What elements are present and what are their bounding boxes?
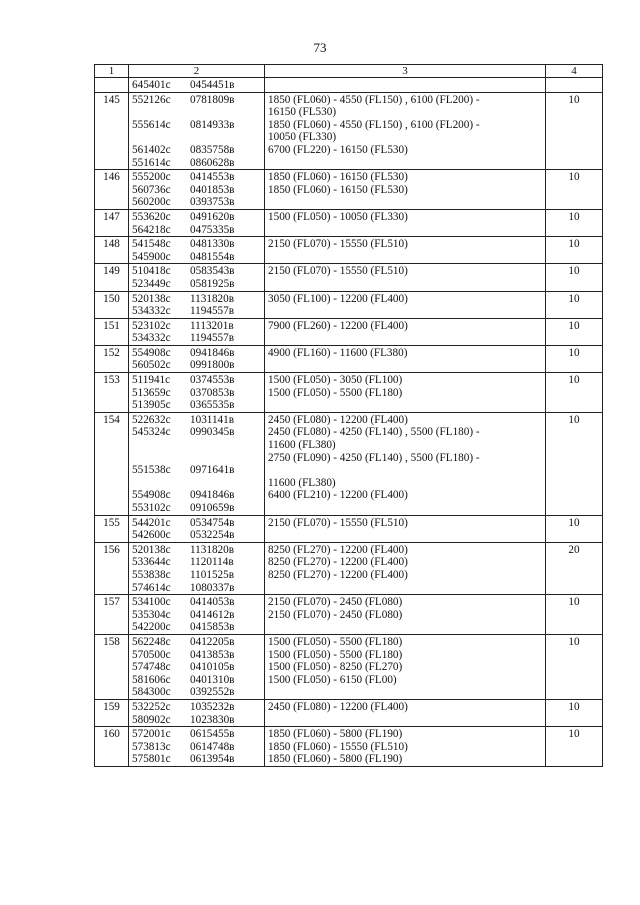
latitude: 534332c	[132, 305, 171, 318]
longitude: 0414553в	[190, 171, 235, 184]
row-number: 150	[95, 291, 129, 318]
latitude: 553838c	[132, 568, 171, 581]
altitude-range: 8250 (FL270) - 12200 (FL400)	[268, 543, 408, 556]
longitude: 0491620в	[190, 210, 235, 223]
altitude-range	[268, 278, 542, 291]
altitude-range: 1850 (FL060) - 16150 (FL530)	[268, 171, 408, 184]
latitude: 513905c	[132, 399, 171, 412]
longitude: 0401853в	[190, 183, 235, 196]
coordinate-line	[132, 464, 261, 477]
coordinate-line	[132, 489, 261, 502]
table-row	[95, 92, 603, 170]
coordinate-line	[132, 119, 261, 132]
latitude: 532252c	[132, 700, 171, 713]
latitude: 542600c	[132, 529, 171, 542]
table-body	[95, 78, 603, 767]
altitude-range: 2150 (FL070) - 15550 (FL510)	[268, 516, 408, 529]
coordinate-list	[129, 373, 265, 413]
longitude: 0410105в	[190, 661, 235, 674]
coordinate-list	[129, 237, 265, 264]
longitude: 0941846в	[190, 346, 235, 359]
altitude-range	[268, 464, 542, 477]
row-value: 10	[546, 699, 603, 726]
longitude: 1023830в	[190, 713, 235, 726]
longitude: 0990345в	[190, 426, 235, 439]
coordinate-line	[132, 569, 261, 582]
longitude: 1101525в	[190, 568, 235, 581]
altitude-range-list	[265, 264, 546, 291]
altitude-range-list	[265, 412, 546, 515]
latitude: 541548c	[132, 238, 171, 251]
altitude-range-list	[265, 373, 546, 413]
coordinate-line	[132, 320, 261, 333]
longitude: 0532254в	[190, 529, 235, 542]
coordinate-line	[132, 753, 261, 766]
longitude: 0835758в	[190, 143, 235, 156]
latitude: 573813c	[132, 740, 171, 753]
latitude: 555614c	[132, 118, 171, 131]
coordinate-line	[132, 79, 261, 92]
table-row	[95, 515, 603, 542]
latitude: 510418c	[132, 265, 171, 278]
coordinate-list	[129, 318, 265, 345]
row-number: 153	[95, 373, 129, 413]
coordinate-list	[129, 412, 265, 515]
altitude-range	[268, 621, 542, 634]
coordinate-line	[132, 278, 261, 291]
coordinate-line	[132, 649, 261, 662]
longitude: 1035232в	[190, 700, 235, 713]
coordinate-list	[129, 291, 265, 318]
row-value: 10	[546, 264, 603, 291]
coordinate-line	[132, 701, 261, 714]
altitude-range: 11600 (FL380)	[268, 439, 336, 452]
altitude-range: 2150 (FL070) - 2450 (FL080)	[268, 608, 403, 621]
table-row	[95, 634, 603, 699]
altitude-range: 1850 (FL060) - 15550 (FL510)	[268, 740, 408, 753]
header-row	[95, 65, 603, 78]
row-value: 10	[546, 318, 603, 345]
table-row	[95, 412, 603, 515]
coordinate-line	[132, 144, 261, 157]
latitude: 513659c	[132, 386, 171, 399]
table-row	[95, 595, 603, 635]
altitude-range-list	[265, 727, 546, 767]
longitude: 0534754в	[190, 516, 235, 529]
coordinate-line	[132, 477, 261, 490]
latitude: 584300c	[132, 686, 171, 699]
latitude: 535304c	[132, 608, 171, 621]
longitude: 0392552в	[190, 686, 235, 699]
latitude: 520138c	[132, 543, 171, 556]
coordinate-line	[132, 387, 261, 400]
coordinate-line	[132, 184, 261, 197]
altitude-range-list	[265, 515, 546, 542]
longitude: 0414612в	[190, 608, 235, 621]
coordinate-line	[132, 529, 261, 542]
coordinate-line	[132, 728, 261, 741]
coordinate-line	[132, 305, 261, 318]
longitude: 0374553в	[190, 374, 235, 387]
longitude: 0583543в	[190, 265, 235, 278]
altitude-range: 2150 (FL070) - 15550 (FL510)	[268, 238, 408, 251]
row-number: 147	[95, 209, 129, 236]
coordinate-line	[132, 374, 261, 387]
coordinate-list	[129, 515, 265, 542]
coordinate-line	[132, 332, 261, 345]
longitude: 0971641в	[190, 464, 235, 477]
altitude-range	[268, 686, 542, 699]
altitude-range	[268, 582, 542, 595]
altitude-range: 8250 (FL270) - 12200 (FL400)	[268, 568, 408, 581]
coordinate-list	[129, 170, 265, 210]
altitude-range: 1850 (FL060) - 5800 (FL190)	[268, 753, 403, 766]
row-value: 10	[546, 209, 603, 236]
row-number	[95, 78, 129, 93]
latitude: 551614c	[132, 156, 171, 169]
altitude-range: 1500 (FL050) - 5500 (FL180)	[268, 635, 403, 648]
altitude-range: 1850 (FL060) - 5800 (FL190)	[268, 728, 403, 741]
altitude-range	[268, 332, 542, 345]
table-row	[95, 209, 603, 236]
table-row	[95, 318, 603, 345]
coordinate-list	[129, 634, 265, 699]
coordinate-line	[132, 347, 261, 360]
longitude: 0860628в	[190, 156, 235, 169]
coordinate-list	[129, 264, 265, 291]
coordinate-line	[132, 293, 261, 306]
longitude: 1194557в	[190, 332, 235, 345]
coordinate-line	[132, 636, 261, 649]
coordinate-line	[132, 426, 261, 439]
latitude: 574614c	[132, 581, 171, 594]
altitude-range-list	[265, 170, 546, 210]
row-number: 154	[95, 412, 129, 515]
longitude: 0365535в	[190, 399, 235, 412]
altitude-range	[268, 502, 542, 515]
latitude: 542200c	[132, 621, 171, 634]
longitude: 0614748в	[190, 740, 235, 753]
row-number: 145	[95, 92, 129, 170]
altitude-range: 1500 (FL050) - 8250 (FL270)	[268, 661, 403, 674]
latitude: 533644c	[132, 556, 171, 569]
altitude-range	[268, 714, 542, 727]
longitude: 1031141в	[190, 413, 235, 426]
altitude-range-list	[265, 634, 546, 699]
altitude-range	[268, 305, 542, 318]
altitude-range-list	[265, 542, 546, 594]
altitude-range-list	[265, 78, 546, 93]
altitude-range: 2750 (FL090) - 4250 (FL140) , 5500 (FL180) -	[268, 451, 480, 464]
latitude: 544201c	[132, 516, 171, 529]
coordinate-line	[132, 399, 261, 412]
header-cell-1: 1	[95, 65, 129, 78]
altitude-range: 1850 (FL060) - 16150 (FL530)	[268, 183, 408, 196]
longitude: 0393753в	[190, 196, 235, 209]
latitude: 574748c	[132, 661, 171, 674]
longitude: 0481554в	[190, 250, 235, 263]
longitude: 0415853в	[190, 621, 235, 634]
altitude-range: 2150 (FL070) - 15550 (FL510)	[268, 265, 408, 278]
latitude: 553102c	[132, 502, 171, 514]
coordinate-line	[132, 157, 261, 170]
coordinate-line	[132, 106, 261, 119]
coordinate-line	[132, 359, 261, 372]
altitude-range	[268, 224, 542, 237]
altitude-range: 1850 (FL060) - 4550 (FL150) , 6100 (FL200) -	[268, 93, 480, 106]
altitude-range: 2450 (FL080) - 12200 (FL400)	[268, 413, 408, 426]
row-number: 149	[95, 264, 129, 291]
latitude: 570500c	[132, 648, 171, 661]
longitude: 0481330в	[190, 238, 235, 251]
latitude: 534100c	[132, 596, 171, 609]
altitude-range: 10050 (FL330)	[268, 131, 337, 144]
coordinate-line	[132, 171, 261, 184]
row-value: 10	[546, 345, 603, 372]
row-number: 151	[95, 318, 129, 345]
coordinate-line	[132, 556, 261, 569]
latitude: 560200c	[132, 196, 171, 209]
row-number: 157	[95, 595, 129, 635]
longitude: 1080337в	[190, 581, 235, 594]
longitude: 0615455в	[190, 728, 235, 741]
coordinates-table	[94, 64, 603, 767]
longitude: 0454451в	[190, 79, 235, 91]
altitude-range	[268, 359, 542, 372]
latitude: 553620c	[132, 210, 171, 223]
latitude: 560502c	[132, 359, 171, 372]
altitude-range-list	[265, 318, 546, 345]
altitude-range-list	[265, 595, 546, 635]
latitude: 552126c	[132, 93, 171, 106]
coordinate-list	[129, 92, 265, 170]
altitude-range	[268, 251, 542, 264]
latitude: 562248c	[132, 635, 171, 648]
coordinate-list	[129, 345, 265, 372]
coordinate-line	[132, 741, 261, 754]
coordinate-line	[132, 224, 261, 237]
altitude-range: 1500 (FL050) - 5500 (FL180)	[268, 648, 403, 661]
row-value: 10	[546, 170, 603, 210]
latitude: 560736c	[132, 183, 171, 196]
coordinate-line	[132, 131, 261, 144]
latitude: 572001c	[132, 728, 171, 741]
latitude: 511941c	[132, 374, 171, 387]
row-number: 148	[95, 237, 129, 264]
latitude: 564218c	[132, 223, 171, 236]
altitude-range: 4900 (FL160) - 11600 (FL380)	[268, 346, 408, 359]
longitude: 0613954в	[190, 753, 235, 766]
altitude-range-list	[265, 237, 546, 264]
altitude-range: 6700 (FL220) - 16150 (FL530)	[268, 143, 408, 156]
row-number: 158	[95, 634, 129, 699]
coordinate-line	[132, 211, 261, 224]
altitude-range-list	[265, 699, 546, 726]
longitude: 0910659в	[190, 502, 235, 514]
coordinate-line	[132, 661, 261, 674]
latitude: 522632c	[132, 413, 171, 426]
longitude: 1113201в	[190, 319, 234, 332]
latitude: 545324c	[132, 426, 171, 439]
longitude: 0414053в	[190, 596, 235, 609]
coordinate-list	[129, 595, 265, 635]
altitude-range: 2450 (FL080) - 12200 (FL400)	[268, 700, 408, 713]
latitude: 520138c	[132, 292, 171, 305]
latitude: 523102c	[132, 319, 171, 332]
longitude: 0991800в	[190, 359, 235, 372]
coordinate-line	[132, 439, 261, 452]
longitude: 0781809в	[190, 93, 235, 106]
longitude: 0401310в	[190, 673, 235, 686]
row-value	[546, 78, 603, 93]
coordinate-line	[132, 502, 261, 515]
longitude: 1120114в	[190, 556, 234, 569]
longitude: 0941846в	[190, 489, 235, 502]
altitude-range-list	[265, 209, 546, 236]
altitude-range: 8250 (FL270) - 12200 (FL400)	[268, 556, 408, 569]
coordinate-line	[132, 94, 261, 107]
coordinate-line	[132, 582, 261, 595]
coordinate-line	[132, 609, 261, 622]
coordinate-line	[132, 544, 261, 557]
coordinate-line	[132, 414, 261, 427]
coordinate-list	[129, 209, 265, 236]
row-number: 159	[95, 699, 129, 726]
coordinate-line	[132, 238, 261, 251]
coordinate-list	[129, 699, 265, 726]
coordinate-line	[132, 674, 261, 687]
table-row	[95, 727, 603, 767]
row-value: 10	[546, 595, 603, 635]
table-row	[95, 170, 603, 210]
table-row	[95, 237, 603, 264]
coordinate-line	[132, 196, 261, 209]
longitude: 1131820в	[190, 292, 235, 305]
altitude-range: 1500 (FL050) - 6150 (FL00)	[268, 673, 397, 686]
longitude: 0814933в	[190, 118, 235, 131]
altitude-range: 2150 (FL070) - 2450 (FL080)	[268, 596, 403, 609]
row-number: 155	[95, 515, 129, 542]
coordinate-line	[132, 517, 261, 530]
latitude: 555200c	[132, 171, 171, 184]
longitude: 0475335в	[190, 223, 235, 236]
header-cell-4: 4	[546, 65, 603, 78]
coordinate-list	[129, 78, 265, 93]
altitude-range: 3050 (FL100) - 12200 (FL400)	[268, 292, 408, 305]
altitude-range: 1500 (FL050) - 5500 (FL180)	[268, 386, 403, 399]
latitude: 561402c	[132, 143, 171, 156]
altitude-range	[268, 399, 542, 412]
latitude: 551538c	[132, 464, 171, 477]
row-value: 10	[546, 237, 603, 264]
row-number: 156	[95, 542, 129, 594]
coordinate-line	[132, 251, 261, 264]
longitude: 0413853в	[190, 648, 235, 661]
coordinate-line	[132, 265, 261, 278]
altitude-range	[268, 157, 542, 170]
longitude: 0412205в	[190, 635, 235, 648]
coordinate-line	[132, 452, 261, 465]
longitude: 0581925в	[190, 277, 235, 290]
row-number: 160	[95, 727, 129, 767]
table-row	[95, 291, 603, 318]
latitude: 554908c	[132, 489, 171, 502]
table-row	[95, 78, 603, 93]
longitude: 1131820в	[190, 543, 235, 556]
row-number: 152	[95, 345, 129, 372]
longitude: 1194557в	[190, 305, 235, 318]
row-value: 20	[546, 542, 603, 594]
table-row	[95, 264, 603, 291]
latitude: 534332c	[132, 332, 171, 345]
coordinate-line	[132, 686, 261, 699]
row-value: 10	[546, 291, 603, 318]
latitude: 580902c	[132, 713, 171, 726]
coordinate-line	[132, 714, 261, 727]
coordinate-line	[132, 596, 261, 609]
latitude: 545900c	[132, 250, 171, 263]
row-value: 10	[546, 727, 603, 767]
row-value: 10	[546, 515, 603, 542]
latitude: 554908c	[132, 346, 171, 359]
longitude: 0370853в	[190, 386, 235, 399]
row-value: 10	[546, 412, 603, 515]
table-row	[95, 699, 603, 726]
header-cell-2: 2	[129, 65, 265, 78]
altitude-range	[268, 529, 542, 542]
row-number: 146	[95, 170, 129, 210]
row-value: 10	[546, 92, 603, 170]
altitude-range: 7900 (FL260) - 12200 (FL400)	[268, 319, 408, 332]
altitude-range: 2450 (FL080) - 4250 (FL140) , 5500 (FL180) -	[268, 426, 480, 439]
coordinate-line	[132, 621, 261, 634]
page-number: 73	[313, 40, 327, 55]
coordinate-list	[129, 542, 265, 594]
altitude-range: 6400 (FL210) - 12200 (FL400)	[268, 489, 408, 502]
altitude-range: 1500 (FL050) - 10050 (FL330)	[268, 210, 408, 223]
altitude-range-list	[265, 291, 546, 318]
coordinate-list	[129, 727, 265, 767]
row-value: 10	[546, 634, 603, 699]
table-row	[95, 542, 603, 594]
latitude: 581606c	[132, 673, 171, 686]
table-row	[95, 373, 603, 413]
altitude-range-list	[265, 345, 546, 372]
latitude: 575801c	[132, 753, 171, 766]
row-value: 10	[546, 373, 603, 413]
latitude: 523449c	[132, 277, 171, 290]
altitude-range	[268, 196, 542, 209]
altitude-range: 1500 (FL050) - 3050 (FL100)	[268, 374, 403, 387]
altitude-range: 16150 (FL530)	[268, 106, 337, 119]
table-row	[95, 345, 603, 372]
altitude-range-list	[265, 92, 546, 170]
header-cell-3: 3	[265, 65, 546, 78]
altitude-range: 1850 (FL060) - 4550 (FL150) , 6100 (FL200) -	[268, 118, 480, 131]
latitude: 645401c	[132, 79, 171, 91]
altitude-range: 11600 (FL380)	[268, 476, 336, 489]
